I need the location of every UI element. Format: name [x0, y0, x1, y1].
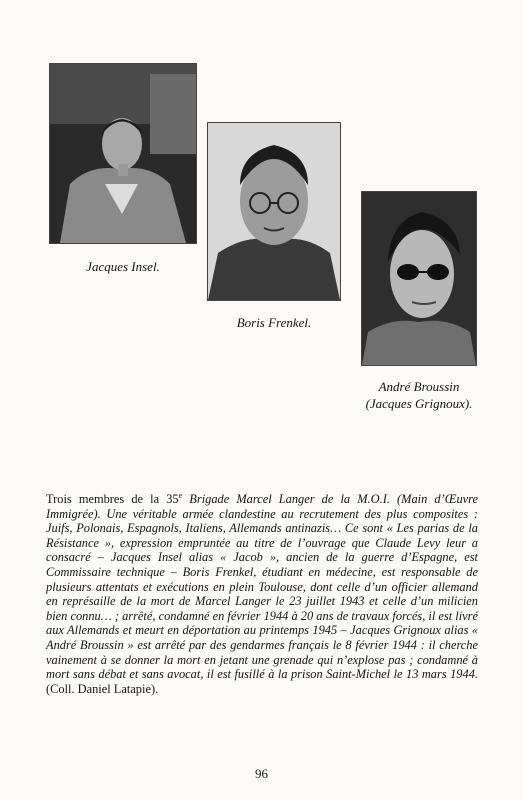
paragraph-text-start: Trois membres de la 35 — [46, 492, 179, 506]
photo-boris-frenkel — [208, 123, 340, 300]
photo-andre-broussin — [362, 192, 476, 365]
caption-jacques-insel: Jacques Insel. — [86, 259, 160, 274]
caption-paragraph — [46, 492, 478, 696]
photo-credit: (Coll. Daniel Latapie). — [46, 681, 159, 696]
photo-jacques-insel — [50, 64, 196, 243]
page-number: 96 — [255, 766, 268, 781]
ordinal-superscript: e — [178, 490, 183, 500]
caption-andre-broussin: André Broussin (Jacques Grignoux). — [365, 379, 473, 411]
caption-boris-frenkel: Boris Frenkel. — [236, 315, 312, 330]
paragraph-text-main: Brigade Marcel Langer de la M.O.I. (Main d’Œuvre Immigrée). Une véritable armée clandestine au recrutement des plus composites : Juifs, Polonais, Espagnols, Italiens, Allemands antinazis… Ce sont « Les parias de la Résistance », expression empruntée au titre de l’ouvrage que Claude Levy leur a consacré – Jacques Insel alias « Jacob », ancien de la guerre d’Espagne, est Commissaire technique – Boris Frenkel, étudiant en médecine, est responsable de plusieurs attentats et exécutions en plein Toulouse, dont celle d’un officier allemand en représaille de la mort de Marcel Langer le 23 juillet 1943 et celle d’un milicien bien connu… ; arrêté, condamné en février 1944 à 20 ans de travaux forcés, il est livré aux Allemands et meurt en déportation au printemps 1945 – Jacques Grignoux alias « André Broussin » est arrêté par des gendarmes français le 8 février 1944 : il cherche vainement à se donner la mort en jetant une grenade qui n’explose pas ; condamné à mort sans débat et sans avocat, il est fusillé à la prison Saint-Michel le 13 mars 1944. — [46, 492, 478, 682]
